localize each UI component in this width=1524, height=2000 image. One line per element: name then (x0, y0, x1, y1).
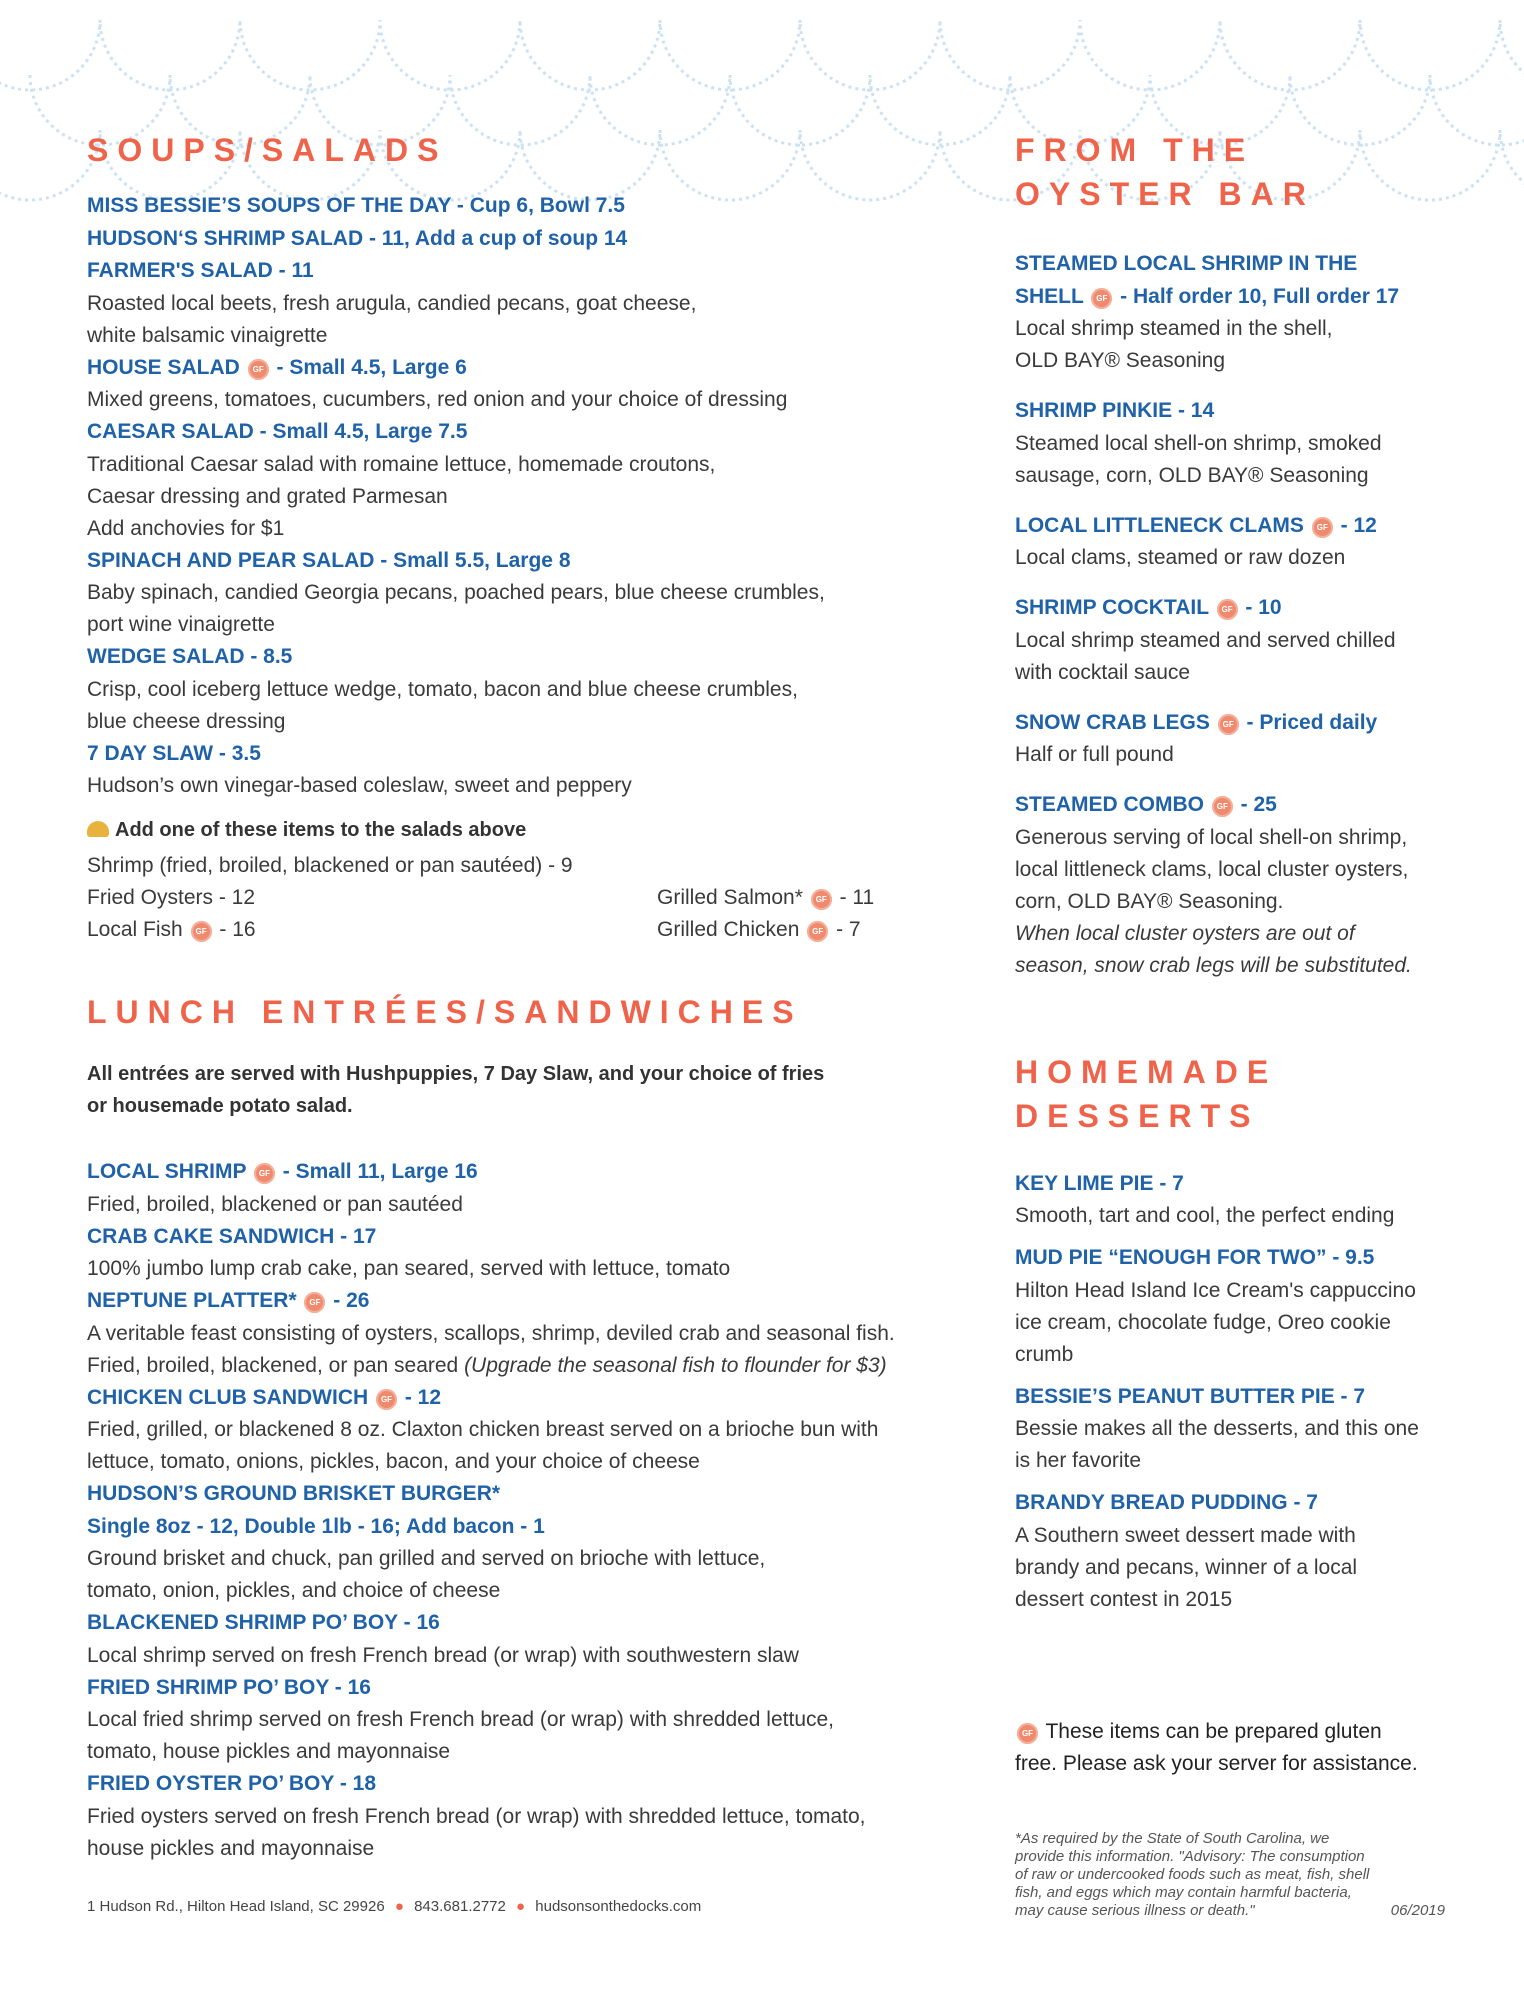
shrimp-cocktail-heading (1015, 592, 1455, 625)
shrimp-cocktail-price: - 10 (1239, 596, 1282, 619)
fried-oyster-po-boy-desc-2: house pickles and mayonnaise (87, 1836, 375, 1860)
house-salad-desc: Mixed greens, tomatoes, cucumbers, red onion and your choice of dressing (87, 388, 788, 411)
gluten-free-legend (1015, 1716, 1475, 1780)
fried-oyster-po-boy-title: FRIED OYSTER PO’ BOY - 18 (87, 1772, 377, 1795)
steamed-combo-title: STEAMED COMBO (1015, 793, 1204, 816)
addons-header-text: Add one of these items to the salads above (115, 819, 527, 841)
addon-salmon-label: Grilled Salmon* (657, 886, 803, 909)
bread-pudding-title: BRANDY BREAD PUDDING - 7 (1015, 1491, 1318, 1514)
bread-pudding-item (1015, 1487, 1455, 1616)
farmers-salad-title: FARMER'S SALAD - 11 (87, 259, 314, 282)
legal-line-4: fish, and eggs which may contain harmful bacteria, (1015, 1884, 1352, 1901)
steamed-combo-item (1015, 789, 1455, 982)
peanut-butter-pie-desc-1: Bessie makes all the desserts, and this one (1015, 1417, 1419, 1440)
peanut-butter-pie-title: BESSIE’S PEANUT BUTTER PIE - 7 (1015, 1384, 1366, 1408)
gf-legend-line-2: free. Please ask your server for assistance. (1015, 1752, 1418, 1775)
neptune-desc-2-text: Fried, broiled, blackened, or pan seared (87, 1353, 465, 1377)
gluten-free-icon: GF (304, 1292, 325, 1313)
addon-shrimp: Shrimp (fried, broiled, blackened or pan sautéed) - 9 (87, 854, 573, 877)
oyster-bar-title-2: OYSTER BAR (1015, 176, 1315, 212)
addon-salmon (657, 882, 874, 914)
soups-salads-title: SOUPS/SALADS (87, 132, 448, 168)
legal-line-2: provide this information. "Advisory: The consumption (1015, 1848, 1365, 1865)
lunch-title: LUNCH ENTRÉES/SANDWICHES (87, 994, 803, 1030)
lunch-intro-2: or housemade potato salad. (87, 1095, 353, 1117)
steamed-combo-note-1: When local cluster oysters are out of (1015, 921, 1355, 945)
gluten-free-icon: GF (248, 359, 269, 380)
snow-crab-heading (1015, 707, 1455, 740)
bread-pudding-desc-1: A Southern sweet dessert made with (1015, 1523, 1356, 1547)
legal-line-3: of raw or undercooked foods such as meat, fish, shell (1015, 1866, 1370, 1883)
gluten-free-icon: GF (1312, 517, 1333, 538)
shrimp-cocktail-item (1015, 592, 1455, 689)
oyster-bar-title-1: FROM THE (1015, 132, 1255, 168)
soup-of-day-title: MISS BESSIE’S SOUPS OF THE DAY - Cup 6, Bowl 7.5 (87, 194, 625, 217)
burger-desc-1: Ground brisket and chuck, pan grilled and served on brioche with lettuce, (87, 1547, 766, 1570)
desserts-title-1: HOMEMADE (1015, 1053, 1278, 1090)
addon-salmon-price: - 11 (833, 886, 875, 909)
neptune-title: NEPTUNE PLATTER* (87, 1289, 297, 1312)
peanut-butter-pie-item (1015, 1381, 1455, 1478)
burger-title-1: HUDSON’S GROUND BRISKET BURGER* (87, 1482, 501, 1505)
wedge-salad-desc-1: Crisp, cool iceberg lettuce wedge, tomato, bacon and blue cheese crumbles, (87, 677, 798, 701)
steamed-combo-note-2: season, snow crab legs will be substituted. (1015, 953, 1412, 977)
steamed-shrimp-price: - Half order 10, Full order 17 (1114, 284, 1400, 308)
addon-row-2 (87, 914, 967, 946)
gluten-free-icon: GF (254, 1163, 275, 1184)
chicken-club-price: - 12 (399, 1385, 442, 1409)
fried-oyster-po-boy-desc-1: Fried oysters served on fresh French bread (or wrap) with shredded lettuce, tomato, (87, 1804, 866, 1828)
clams-title: LOCAL LITTLENECK CLAMS (1015, 513, 1304, 537)
peanut-butter-pie-desc-2: is her favorite (1015, 1449, 1142, 1472)
steamed-shrimp-heading-2 (1015, 281, 1455, 314)
local-shrimp-price: - Small 11, Large 16 (276, 1160, 478, 1183)
clams-heading (1015, 510, 1455, 543)
legal-line-5: may cause serious illness or death." (1015, 1902, 1255, 1919)
neptune-heading (87, 1285, 967, 1318)
shrimp-cocktail-desc-2: with cocktail sauce (1015, 660, 1191, 684)
separator-dot-icon: ● (394, 1898, 404, 1915)
key-lime-desc: Smooth, tart and cool, the perfect ending (1015, 1204, 1395, 1227)
addon-oysters: Fried Oysters - 12 (87, 886, 256, 909)
addon-chicken (657, 914, 861, 946)
footer (87, 1898, 701, 1915)
mud-pie-title: MUD PIE “ENOUGH FOR TWO” - 9.5 (1015, 1246, 1375, 1269)
steamed-shrimp-title-1: STEAMED LOCAL SHRIMP IN THE (1015, 252, 1358, 275)
steamed-combo-desc-3: corn, OLD BAY® Seasoning. (1015, 889, 1284, 913)
chicken-club-desc-1: Fried, grilled, or blackened 8 oz. Claxton chicken breast served on a brioche bun with (87, 1418, 879, 1441)
steamed-shrimp-desc-2: OLD BAY® Seasoning (1015, 349, 1226, 372)
gf-legend-text-1: These items can be prepared gluten (1045, 1720, 1382, 1743)
gluten-free-icon: GF (376, 1389, 397, 1410)
neptune-desc-2 (87, 1350, 967, 1382)
shrimp-cocktail-title: SHRIMP COCKTAIL (1015, 596, 1209, 619)
addon-chicken-price: - 7 (830, 918, 861, 941)
footer-website[interactable]: hudsonsonthedocks.com (535, 1898, 702, 1915)
shell-icon (87, 821, 109, 837)
shrimp-pinkie-desc-2: sausage, corn, OLD BAY® Seasoning (1015, 463, 1369, 487)
addon-fish-label: Local Fish (87, 918, 183, 941)
gluten-free-icon: GF (1217, 599, 1238, 620)
footer-phone[interactable]: 843.681.2772 (414, 1898, 506, 1915)
spinach-salad-title: SPINACH AND PEAR SALAD - Small 5.5, Large 8 (87, 548, 571, 572)
caesar-salad-title: CAESAR SALAD - Small 4.5, Large 7.5 (87, 420, 468, 443)
snow-crab-title: SNOW CRAB LEGS (1015, 710, 1210, 734)
mud-pie-item (1015, 1242, 1455, 1371)
gluten-free-icon: GF (1218, 714, 1239, 735)
crab-cake-title: CRAB CAKE SANDWICH - 17 (87, 1224, 377, 1248)
gluten-free-icon: GF (1091, 288, 1112, 309)
addons-header (87, 814, 967, 846)
fried-shrimp-po-boy-desc-2: tomato, house pickles and mayonnaise (87, 1740, 451, 1763)
fried-shrimp-po-boy-title: FRIED SHRIMP PO’ BOY - 16 (87, 1675, 371, 1699)
gluten-free-icon: GF (811, 889, 832, 910)
caesar-salad-desc-2: Caesar dressing and grated Parmesan (87, 484, 448, 508)
mud-pie-desc-3: crumb (1015, 1342, 1074, 1366)
clams-item (1015, 510, 1455, 575)
wedge-salad-title: WEDGE SALAD - 8.5 (87, 645, 293, 668)
gf-legend-line-1 (1015, 1716, 1475, 1748)
lunch-intro-1: All entrées are served with Hushpuppies, 7 Day Slaw, and your choice of fries (87, 1063, 825, 1085)
clams-desc: Local clams, steamed or raw dozen (1015, 546, 1346, 569)
chicken-club-title: CHICKEN CLUB SANDWICH (87, 1385, 369, 1409)
steamed-combo-price: - 25 (1234, 793, 1277, 816)
gluten-free-icon: GF (1017, 1723, 1038, 1744)
slaw-desc: Hudson’s own vinegar-based coleslaw, sweet and peppery (87, 774, 632, 797)
neptune-upgrade-note: (Upgrade the seasonal fish to flounder for $3) (464, 1353, 887, 1377)
blackened-po-boy-desc: Local shrimp served on fresh French bread (or wrap) with southwestern slaw (87, 1643, 799, 1667)
key-lime-title: KEY LIME PIE - 7 (1015, 1171, 1184, 1195)
mud-pie-desc-1: Hilton Head Island Ice Cream's cappuccino (1015, 1278, 1416, 1302)
spinach-salad-desc-2: port wine vinaigrette (87, 613, 275, 636)
shrimp-pinkie-desc-1: Steamed local shell-on shrimp, smoked (1015, 431, 1382, 455)
steamed-combo-heading (1015, 789, 1455, 822)
local-shrimp-heading (87, 1156, 967, 1189)
left-column (87, 128, 967, 1865)
addon-fish (87, 914, 657, 946)
legal-advisory (1015, 1830, 1445, 1920)
chicken-club-desc-2: lettuce, tomato, onions, pickles, bacon, and your choice of cheese (87, 1450, 700, 1473)
blackened-po-boy-title: BLACKENED SHRIMP PO’ BOY - 16 (87, 1611, 440, 1634)
gluten-free-icon: GF (191, 921, 212, 942)
bread-pudding-desc-3: dessert contest in 2015 (1015, 1587, 1233, 1611)
farmers-salad-desc-1: Roasted local beets, fresh arugula, candied pecans, goat cheese, (87, 291, 697, 315)
farmers-salad-desc-2: white balsamic vinaigrette (87, 323, 328, 347)
menu-date: 06/2019 (1390, 1902, 1445, 1919)
steamed-shrimp-item (1015, 248, 1455, 377)
local-shrimp-title: LOCAL SHRIMP (87, 1160, 247, 1183)
spinach-salad-desc-1: Baby spinach, candied Georgia pecans, poached pears, blue cheese crumbles, (87, 581, 825, 604)
steamed-shrimp-title-2: SHELL (1015, 284, 1084, 308)
snow-crab-desc: Half or full pound (1015, 743, 1174, 766)
gluten-free-icon: GF (807, 921, 828, 942)
right-column (1015, 128, 1455, 1634)
key-lime-item (1015, 1168, 1455, 1233)
shrimp-pinkie-title: SHRIMP PINKIE - 14 (1015, 399, 1215, 422)
mud-pie-desc-2: ice cream, chocolate fudge, Oreo cookie (1015, 1310, 1391, 1334)
house-salad-price: - Small 4.5, Large 6 (270, 355, 467, 379)
snow-crab-item (1015, 707, 1455, 772)
legal-line-1: *As required by the State of South Carolina, we (1015, 1830, 1330, 1847)
clams-price: - 12 (1334, 513, 1377, 537)
house-salad-title: HOUSE SALAD (87, 355, 240, 379)
desserts-title-2: DESSERTS (1015, 1097, 1260, 1134)
fried-shrimp-po-boy-desc-1: Local fried shrimp served on fresh French bread (or wrap) with shredded lettuce, (87, 1708, 835, 1731)
steamed-shrimp-desc-1: Local shrimp steamed in the shell, (1015, 317, 1333, 340)
snow-crab-price: - Priced daily (1240, 710, 1378, 734)
legal-line-5-row (1015, 1902, 1445, 1920)
bread-pudding-desc-2: brandy and pecans, winner of a local (1015, 1555, 1358, 1579)
caesar-salad-desc-3: Add anchovies for $1 (87, 516, 285, 540)
caesar-salad-desc-1: Traditional Caesar salad with romaine lettuce, homemade croutons, (87, 452, 716, 476)
shrimp-pinkie-item (1015, 395, 1455, 492)
house-salad-heading (87, 352, 967, 385)
addon-chicken-label: Grilled Chicken (657, 918, 800, 941)
addon-fish-price: - 16 (213, 918, 256, 941)
neptune-price: - 26 (327, 1289, 370, 1312)
local-shrimp-desc: Fried, broiled, blackened or pan sautéed (87, 1192, 463, 1216)
burger-title-2: Single 8oz - 12, Double 1lb - 16; Add bacon - 1 (87, 1514, 545, 1538)
crab-cake-desc: 100% jumbo lump crab cake, pan seared, served with lettuce, tomato (87, 1257, 731, 1280)
gluten-free-icon: GF (1212, 796, 1233, 817)
burger-desc-2: tomato, onion, pickles, and choice of cheese (87, 1579, 501, 1602)
wedge-salad-desc-2: blue cheese dressing (87, 709, 286, 733)
separator-dot-icon: ● (516, 1898, 526, 1915)
steamed-combo-desc-1: Generous serving of local shell-on shrimp, (1015, 825, 1408, 849)
shrimp-cocktail-desc-1: Local shrimp steamed and served chilled (1015, 628, 1396, 652)
steamed-combo-desc-2: local littleneck clams, local cluster oysters, (1015, 857, 1409, 881)
footer-address: 1 Hudson Rd., Hilton Head Island, SC 29926 (87, 1898, 385, 1915)
chicken-club-heading (87, 1382, 967, 1415)
shrimp-salad-title: HUDSON‘S SHRIMP SALAD - 11, Add a cup of soup 14 (87, 226, 628, 250)
slaw-title: 7 DAY SLAW - 3.5 (87, 741, 261, 765)
neptune-desc-1: A veritable feast consisting of oysters, scallops, shrimp, deviled crab and seasonal fish. (87, 1321, 895, 1345)
addon-row-1 (87, 882, 967, 914)
